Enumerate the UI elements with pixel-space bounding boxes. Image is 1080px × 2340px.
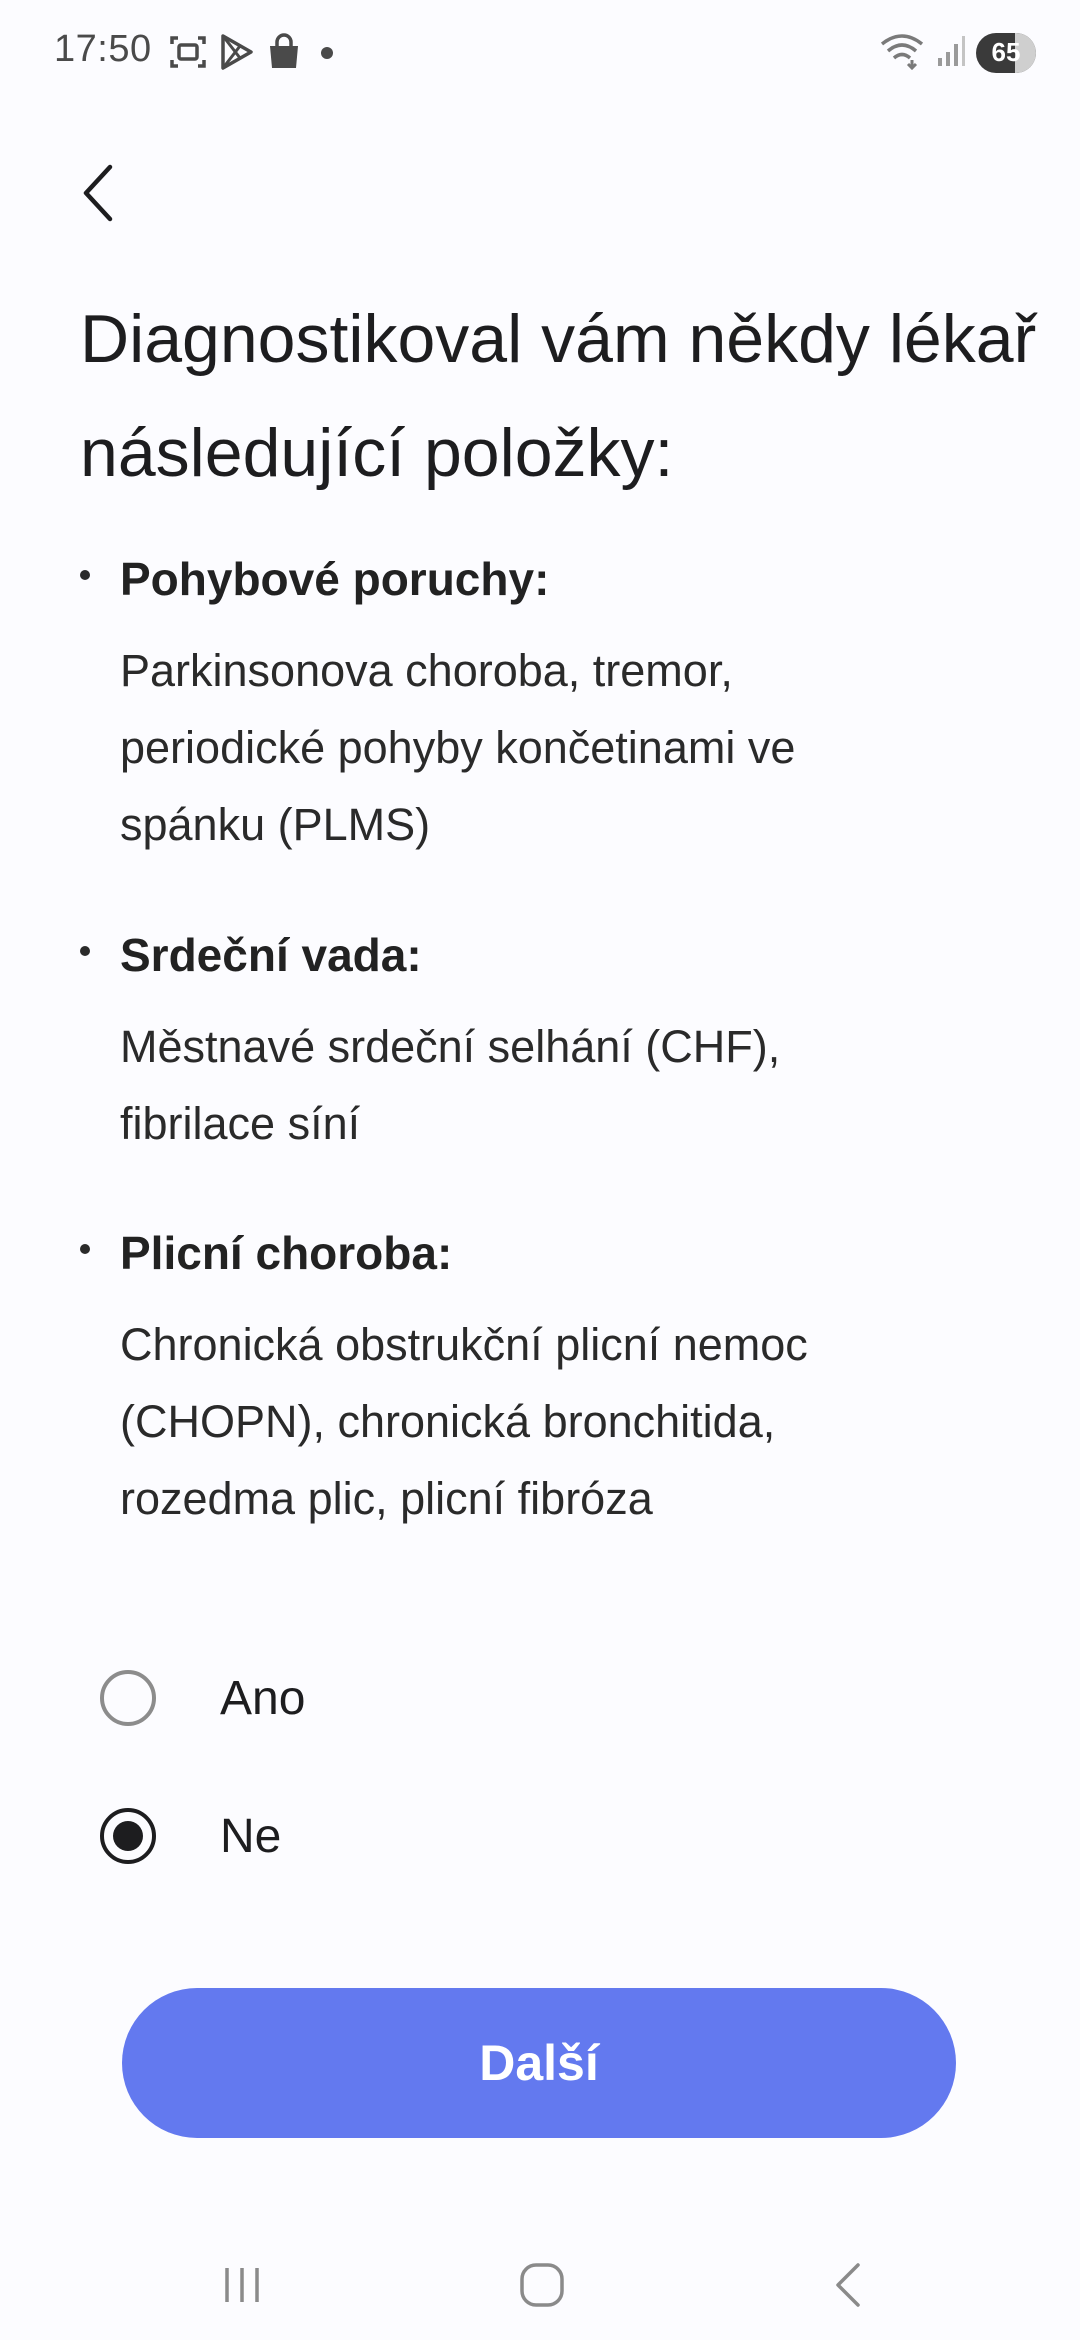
bullet xyxy=(80,946,90,956)
screenshot-icon xyxy=(168,32,208,72)
list-item xyxy=(80,924,880,1162)
recent-apps-icon[interactable] xyxy=(202,2250,282,2320)
chevron-left-icon xyxy=(78,163,118,223)
radio-label: Ne xyxy=(220,1809,282,1863)
battery-icon xyxy=(976,33,1036,73)
status-icons-right xyxy=(878,30,1036,75)
list-item xyxy=(80,1222,920,1537)
condition-title: Srdeční vada: xyxy=(120,929,422,981)
radio-label: Ano xyxy=(220,1671,306,1725)
condition-description: Parkinsonova choroba, tremor, periodické pohyby končetinami ve spánku (PLMS) xyxy=(120,645,796,850)
back-icon[interactable] xyxy=(808,2250,888,2320)
signal-icon xyxy=(936,30,966,75)
play-store-icon xyxy=(218,32,256,72)
bullet xyxy=(80,1244,90,1254)
radio-button[interactable] xyxy=(100,1808,156,1864)
status-icons-left xyxy=(168,32,342,72)
status-bar xyxy=(0,0,1080,100)
home-icon[interactable] xyxy=(502,2250,582,2320)
condition-description: Městnavé srdeční selhání (CHF), fibrilace síní xyxy=(120,1021,781,1149)
condition-description: Chronická obstrukční plicní nemoc (CHOPN), chronická bronchitida, rozedma plic, plicní fibróza xyxy=(120,1319,808,1524)
list-item xyxy=(80,548,920,863)
radio-selected-dot xyxy=(113,1821,143,1851)
condition-title: Pohybové poruchy: xyxy=(120,553,550,605)
back-button[interactable] xyxy=(66,156,130,230)
next-button[interactable]: Další xyxy=(122,1988,956,2138)
battery-level: 65 xyxy=(991,37,1021,67)
wifi-icon xyxy=(878,30,926,75)
condition-title: Plicní choroba: xyxy=(120,1227,453,1279)
shopping-bag-icon xyxy=(266,32,302,72)
bullet xyxy=(80,570,90,580)
radio-option-ano[interactable] xyxy=(100,1658,305,1738)
page-title: Diagnostikoval vám někdy lékař následující položky: xyxy=(80,301,1037,491)
status-time: 17:50 xyxy=(54,28,152,70)
radio-option-ne[interactable] xyxy=(100,1796,281,1876)
radio-button[interactable] xyxy=(100,1670,156,1726)
notification-dot-icon xyxy=(312,32,342,72)
navigation-bar xyxy=(0,2220,1080,2340)
